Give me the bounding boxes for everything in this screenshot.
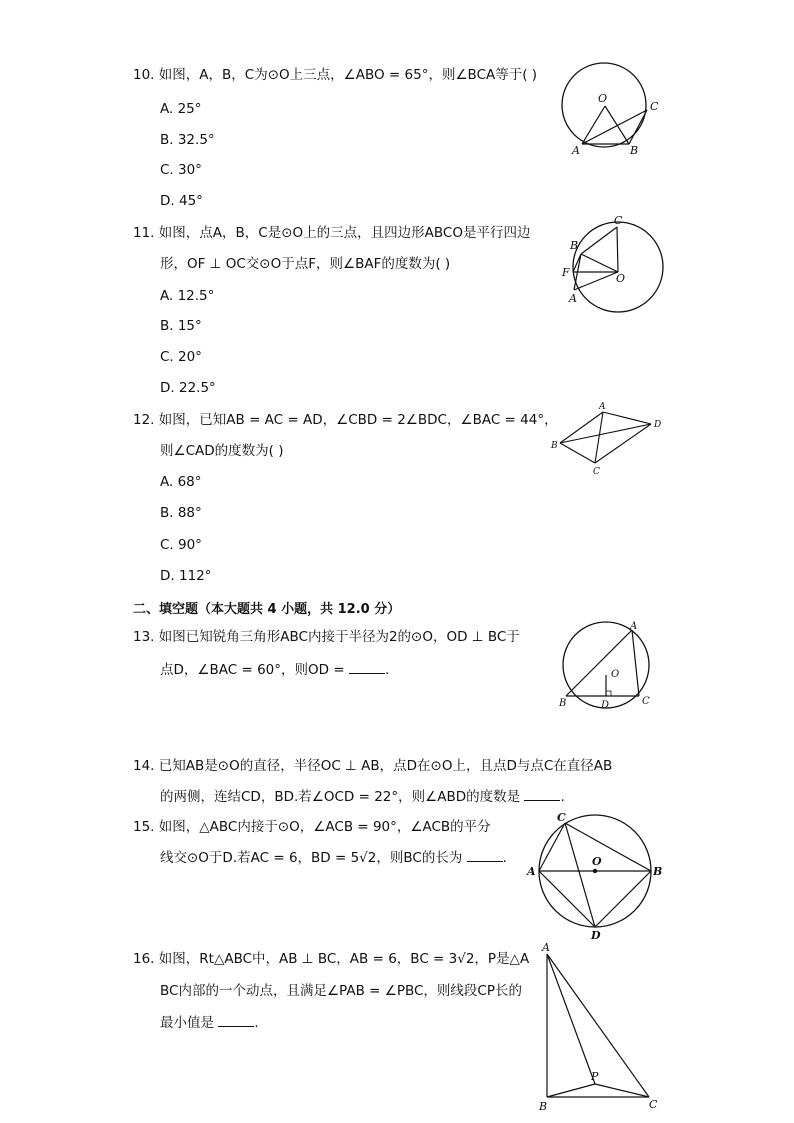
q15-center-dot xyxy=(593,869,597,873)
q10-label-b: B xyxy=(630,144,639,157)
q12-option-b[interactable]: B. 88° xyxy=(160,505,202,521)
q15-stem-line2: 线交⊙O于D.若AC = 6，BD = 5√2，则BC的长为 . xyxy=(160,850,507,866)
q14-stem-line2: 的两侧，连结CD，BD.若∠OCD = 22°，则∠ABD的度数是 . xyxy=(160,789,565,805)
q15-answer-blank[interactable] xyxy=(467,849,503,862)
q10-label-c: C xyxy=(650,100,659,113)
q10-label-a: A xyxy=(572,144,580,157)
q11-label-b: B xyxy=(570,239,579,252)
q11-label-o: O xyxy=(616,272,626,285)
q16-label-c: C xyxy=(649,1098,658,1111)
q11-stem-line2: 形，OF ⊥ OC交⊙O于点F，则∠BAF的度数为( ) xyxy=(160,256,451,272)
q11-segment-cb xyxy=(581,227,617,254)
q13-label-d: D xyxy=(601,700,610,711)
q15-segment-cb xyxy=(565,823,651,871)
q15-label-c: C xyxy=(557,811,566,824)
q12-segment-bc xyxy=(560,443,595,463)
q11-option-d[interactable]: D. 22.5° xyxy=(160,380,216,396)
q15-stem-line1: 15. 如图，△ABC内接于⊙O，∠ACB = 90°，∠ACB的平分 xyxy=(133,819,491,835)
q16-figure xyxy=(536,940,666,1115)
q11-option-c[interactable]: C. 20° xyxy=(160,349,202,365)
q10-stem: 10. 如图，A，B，C为⊙O上三点，∠ABO = 65°，则∠BCA等于( ) xyxy=(133,67,538,83)
q12-stem-line1: 12. 如图，已知AB = AC = AD，∠CBD = 2∠BDC，∠BAC = 44°， xyxy=(133,412,558,428)
q11-segment-ao xyxy=(574,272,618,290)
q16-segment-bp xyxy=(547,1084,595,1097)
q13-stem-line2: 点D，∠BAC = 60°，则OD = . xyxy=(160,662,390,678)
q12-label-b: B xyxy=(551,441,558,451)
q13-label-b: B xyxy=(559,698,567,709)
q11-stem-line1: 11. 如图，点A，B，C是⊙O上的三点，且四边形ABCO是平行四边 xyxy=(133,225,531,241)
q13-figure xyxy=(556,620,666,715)
q10-figure xyxy=(555,60,675,160)
q15-figure xyxy=(524,808,664,943)
q15-label-d: D xyxy=(591,929,601,942)
q10-option-b[interactable]: B. 32.5° xyxy=(160,132,215,148)
q16-label-p: P xyxy=(591,1070,599,1083)
q12-segment-ad xyxy=(603,412,651,424)
q10-option-d[interactable]: D. 45° xyxy=(160,193,203,209)
q12-stem-line2: 则∠CAD的度数为( ) xyxy=(160,443,284,459)
q11-segment-oc xyxy=(617,227,618,272)
q15-label-o: O xyxy=(592,855,602,868)
section-title-fill-in: 二、填空题（本大题共 4 小题，共 12.0 分） xyxy=(133,602,401,617)
q13-stem-line1: 13. 如图已知锐角三角形ABC内接于半径为2的⊙O，OD ⊥ BC于 xyxy=(133,629,520,645)
q14-answer-blank[interactable] xyxy=(524,788,560,801)
q10-circle xyxy=(562,63,646,147)
q13-answer-blank[interactable] xyxy=(349,661,385,674)
q12-label-a: A xyxy=(599,402,606,412)
q14-stem-line1: 14. 已知AB是⊙O的直径，半径OC ⊥ AB，点D在⊙O上，且点D与点C在直径AB xyxy=(133,758,613,774)
q11-option-b[interactable]: B. 15° xyxy=(160,318,202,334)
q15-segment-ca xyxy=(539,823,565,871)
q15-label-b: B xyxy=(653,865,663,878)
q16-stem-line2: BC内部的一个动点，且满足∠PAB = ∠PBC，则线段CP长的 xyxy=(160,983,522,999)
q11-label-c: C xyxy=(614,214,623,227)
q13-label-o: O xyxy=(611,669,620,680)
q16-segment-ap xyxy=(547,954,595,1084)
q13-label-c: C xyxy=(642,696,650,707)
q10-option-a[interactable]: A. 25° xyxy=(160,101,202,117)
q11-label-f: F xyxy=(562,266,570,279)
q11-segment-bo xyxy=(581,254,618,272)
q13-segment-ac xyxy=(632,630,639,696)
q12-segment-ac xyxy=(595,412,603,463)
q16-stem-line1: 16. 如图，Rt△ABC中，AB ⊥ BC，AB = 6，BC = 3√2，P是△A xyxy=(133,951,530,967)
q10-option-c[interactable]: C. 30° xyxy=(160,162,202,178)
q16-answer-blank[interactable] xyxy=(218,1014,254,1027)
q11-figure xyxy=(560,214,670,319)
q16-label-a: A xyxy=(542,941,550,954)
q12-option-d[interactable]: D. 112° xyxy=(160,568,212,584)
q15-segment-bd xyxy=(595,871,651,927)
q13-label-a: A xyxy=(630,621,638,632)
q10-segment-ob xyxy=(605,106,629,144)
q12-figure xyxy=(548,400,668,480)
q13-segment-ba xyxy=(566,630,632,696)
q11-label-a: A xyxy=(569,292,577,305)
q15-label-a: A xyxy=(527,865,536,878)
q10-label-o: O xyxy=(598,92,608,105)
q12-option-a[interactable]: A. 68° xyxy=(160,474,202,490)
q11-option-a[interactable]: A. 12.5° xyxy=(160,288,215,304)
q13-right-angle-mark xyxy=(606,691,611,696)
q12-label-d: D xyxy=(654,420,662,430)
q12-option-c[interactable]: C. 90° xyxy=(160,537,202,553)
q16-label-b: B xyxy=(539,1100,548,1113)
q12-label-c: C xyxy=(593,467,600,477)
q16-stem-line3: 最小值是 . xyxy=(160,1015,259,1031)
